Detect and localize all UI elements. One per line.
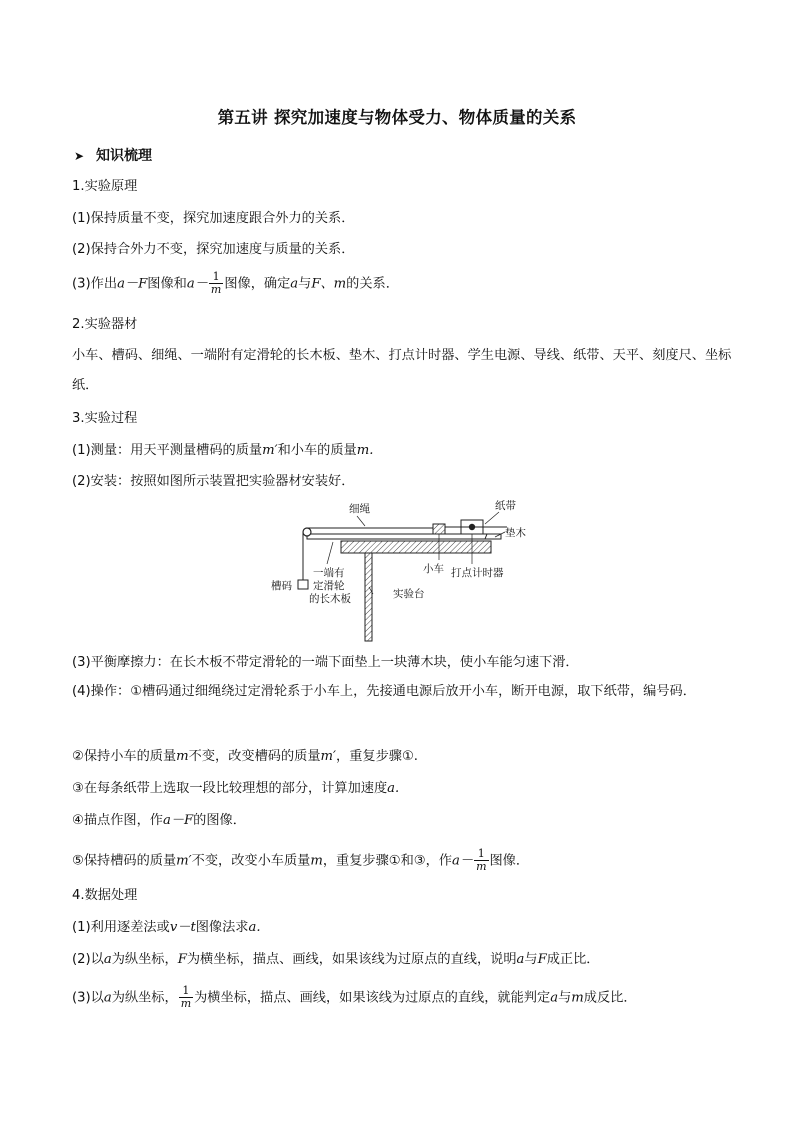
hanging-weight [298,580,308,589]
principle-heading: 1.实验原理 [72,179,138,194]
principle-item-3: (3)作出a－F图像和a－ $\frac{1}{m}$ 图像，确定a与F、m的关系． [72,270,399,296]
apparatus-diagram [265,494,535,644]
data-item-1: (1)利用逐差法或v－t图像法求a. [72,920,261,935]
page-title: 第五讲 探究加速度与物体受力、物体质量的关系 [217,108,577,127]
process-heading: 3.实验过程 [72,411,138,426]
long-board [307,534,493,539]
table-leg [365,553,372,641]
label-cart: 小车 [423,563,444,575]
equipment-heading: 2.实验器材 [72,317,138,332]
label-rope: 细绳 [349,503,370,515]
process-step-5: ⑤保持槽码的质量m′不变，改变小车质量m，重复步骤①和③，作a－ $\frac{1}{m}$ 图像． [72,847,530,873]
process-item-2: (2)安装：按照如图所示装置把实验器材安装好． [72,474,355,489]
process-step-2: ②保持小车的质量m不变，改变槽码的质量m′，重复步骤①. [72,749,418,764]
label-block: 垫木 [505,527,526,539]
label-tape: 纸带 [495,500,516,512]
data-item-3: (3)以a为纵坐标， $\frac{1}{m}$ 为横坐标，描点、画线，如果该线为过原点的直线，就能判定a与m成反比． [72,984,637,1010]
process-item-1: (1)测量：用天平测量槽码的质量m′和小车的质量m. [72,443,374,458]
label-timer: 打点计时器 [451,567,504,579]
fraction-one-over-m: $\frac{1}{m}$ [180,984,192,1010]
table-top [341,541,491,553]
principle-item-2: (2)保持合外力不变，探究加速度与质量的关系． [72,242,355,257]
label-board-3: 的长木板 [309,593,351,605]
label-board-2: 定滑轮 [313,580,345,592]
label-weight: 槽码 [271,580,292,592]
arrow-bullet-icon: ➤ [74,149,85,163]
section-heading [74,145,152,165]
fraction-one-over-m: $\frac{1}{m}$ [210,270,222,296]
label-table: 实验台 [393,588,425,600]
cart [433,524,445,534]
wedge-block [485,534,501,539]
principle-item-1: (1)保持质量不变，探究加速度跟合外力的关系． [72,211,355,226]
fraction-one-over-m: $\frac{1}{m}$ [476,847,487,873]
equipment-text: 小车、槽码、细绳、一端附有定滑轮的长木板、垫木、打点计时器、学生电源、导线、纸带、天平、刻度尺、坐标纸． [72,348,732,393]
process-step-4: ④描点作图，作a－F的图像． [72,813,246,828]
data-heading: 4.数据处理 [72,888,138,903]
process-step-3: ③在每条纸带上选取一段比较理想的部分，计算加速度a. [72,781,400,796]
pulley-icon [303,528,311,536]
process-item-4: (4)操作：①槽码通过细绳绕过定滑轮系于小车上，先接通电源后放开小车，断开电源，取下纸带，编号码． [72,684,696,699]
data-item-2: (2)以a为纵坐标，F为横坐标，描点、画线，如果该线为过原点的直线，说明a与F成正比． [72,952,600,967]
process-item-3: (3)平衡摩擦力：在长木板不带定滑轮的一端下面垫上一块薄木块，使小车能匀速下滑． [72,655,579,670]
label-board-1: 一端有 [313,567,345,579]
section-label: 知识梳理 [96,148,152,164]
